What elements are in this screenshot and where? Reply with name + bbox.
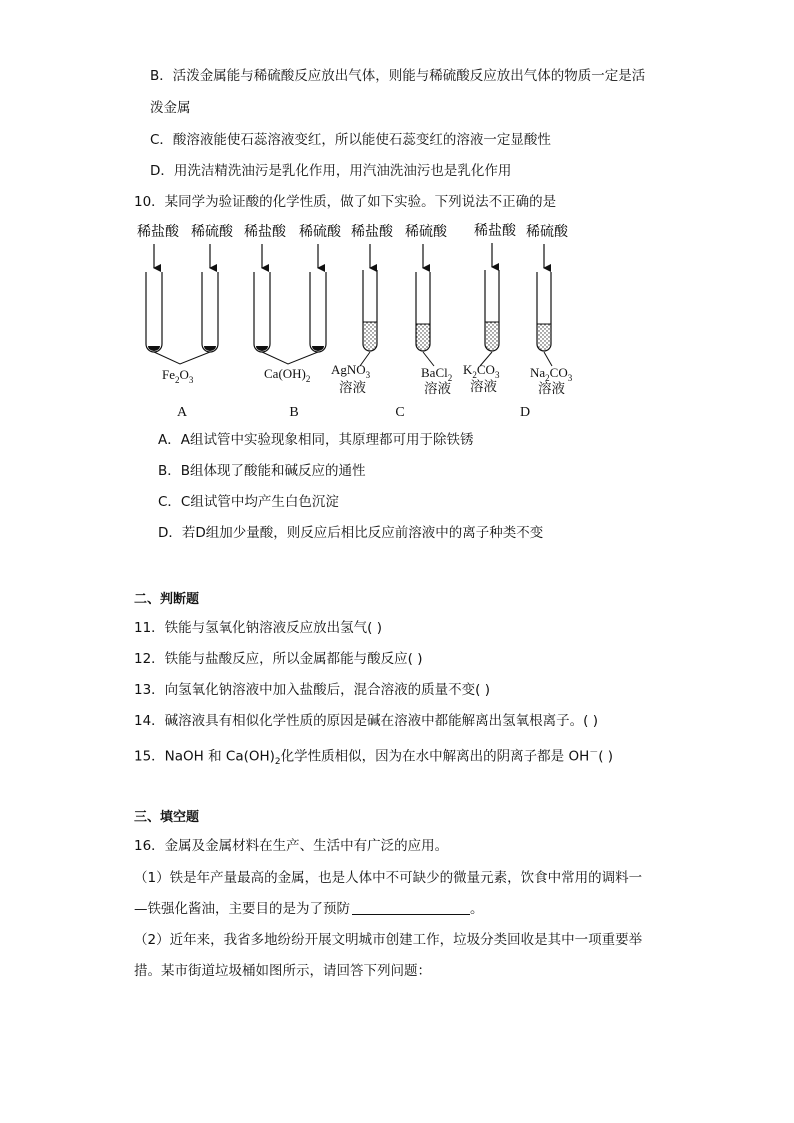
solution-label-d2: 溶液 [538,381,565,396]
q9-option-b-line2: 泼金属 [150,100,191,116]
solution-label-c2: 溶液 [424,381,451,396]
reagent-caoh2: $Ca(OH)_2$ [264,366,311,384]
group-label-b: B [289,405,299,420]
reagent-k2co3: $K_2CO_3$ [463,362,500,380]
q9-option-b-line1: B．活泼金属能与稀硫酸反应放出气体，则能与稀硫酸反应放出气体的物质一定是活 [150,68,646,84]
q16-stem: 16．金属及金属材料在生产、生活中有广泛的应用。 [134,838,449,854]
tube-a1 [146,272,162,352]
answer-blank[interactable] [352,900,470,915]
q9-option-c: C．酸溶液能使石蕊溶液变红，所以能使石蕊变红的溶液一定显酸性 [150,132,551,148]
group-label-c: C [395,405,405,420]
acid-label-h2so4-b2: 稀硫酸 [299,225,341,240]
q16-part2-line1: （2）近年来，我省多地纷纷开展文明城市创建工作，垃圾分类回收是其中一项重要举 [134,932,643,948]
q10-option-b: B．B组体现了酸能和碱反应的通性 [158,463,366,479]
acid-label-hcl-a1: 稀盐酸 [137,225,179,240]
group-label-a: A [176,405,188,420]
q11: 11．铁能与氢氧化钠溶液反应放出氢气( ) [134,620,383,636]
tube-a2 [202,272,218,352]
q15: 15．NaOH 和 $Ca(OH)_2$化学性质相似，因为在水中解离出的阴离子都是 OH－( ) [134,748,614,768]
q13: 13．向氢氧化钠溶液中加入盐酸后，混合溶液的质量不变( ) [134,682,491,698]
acid-label-hcl-b1: 稀盐酸 [244,225,286,240]
solution-label-c1: 溶液 [339,380,366,395]
group-label-d: D [519,405,531,420]
q16-part1-line1: （1）铁是年产量最高的金属，也是人体中不可缺少的微量元素，饮食中常用的调料一 [134,870,643,886]
acid-label-hcl-d1: 稀盐酸 [474,224,516,239]
tube-b2 [310,272,326,352]
tube-b1 [254,272,270,352]
reagent-bacl2: BaCl$_2$ [421,365,453,383]
acid-label-hcl-c1: 稀盐酸 [351,225,393,240]
q16-part2-line2: 措。某市街道垃圾桶如图所示，请回答下列问题： [134,963,431,979]
acid-label-h2so4-d2: 稀硫酸 [526,225,568,240]
q14: 14．碱溶液具有相似化学性质的原因是碱在溶液中都能解离出氢氧根离子。( ) [134,713,599,729]
reagent-agno3: AgNO$_3$ [331,362,371,380]
q10-option-d: D．若D组加少量酸，则反应后相比反应前溶液中的离子种类不变 [158,525,544,541]
q12: 12．铁能与盐酸反应，所以金属都能与酸反应( ) [134,651,423,667]
reagent-fe2o3: $Fe_2O_3$ [162,367,194,385]
q9-option-d: D．用洗洁精洗油污是乳化作用，用汽油洗油污也是乳化作用 [150,163,512,179]
section-3-title: 三、填空题 [134,810,200,825]
q16-part1-line2: —铁强化酱油，主要目的是为了预防 。 [134,901,484,917]
acid-label-h2so4-a2: 稀硫酸 [191,225,233,240]
q10-option-c: C．C组试管中均产生白色沉淀 [158,494,339,510]
solution-label-d1: 溶液 [470,379,497,394]
reagent-na2co3: $Na_2CO_3$ [530,365,573,383]
section-2-title: 二、判断题 [134,592,200,607]
acid-label-h2so4-c2: 稀硫酸 [405,225,447,240]
q10-option-a: A．A组试管中实验现象相同，其原理都可用于除铁锈 [158,432,474,448]
q10-stem: 10．某同学为验证酸的化学性质，做了如下实验。下列说法不正确的是 [134,194,557,210]
